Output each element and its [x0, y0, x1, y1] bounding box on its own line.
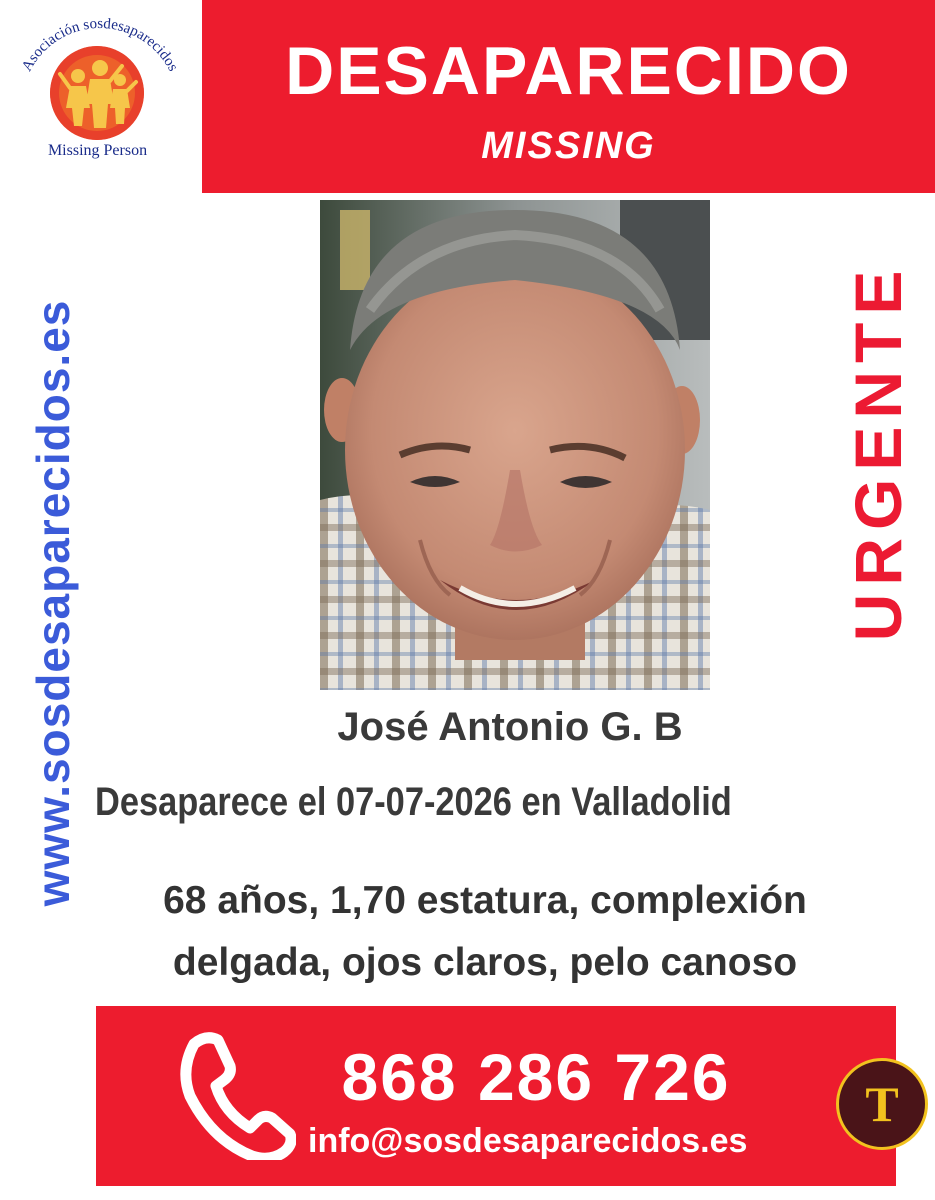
- header-banner: [202, 0, 935, 193]
- svg-text:Asociación sosdesaparecidos: Asociación sosdesaparecidos: [19, 15, 181, 75]
- physical-description: [60, 870, 910, 994]
- logo-caption: Missing Person: [47, 142, 148, 159]
- phone-number[interactable]: 868 286 726: [341, 1040, 731, 1114]
- association-logo: [0, 0, 200, 193]
- family-figures-icon: [50, 46, 144, 140]
- contact-box: [96, 1006, 896, 1186]
- badge-letter: T: [865, 1076, 899, 1132]
- urgent-label: URGENTE: [841, 262, 915, 642]
- header-subtitle: MISSING: [481, 125, 656, 167]
- website-vertical-text: www.sosdesaparecidos.es: [27, 299, 79, 907]
- description-line-1: 68 años, 1,70 estatura, complexión: [163, 879, 807, 922]
- header-title: DESAPARECIDO: [285, 33, 852, 109]
- disappearance-info: Desaparece el 07-07-2026 en Valladolid: [95, 780, 732, 824]
- phone-icon: [176, 1030, 296, 1160]
- description-line-2: delgada, ojos claros, pelo canoso: [172, 941, 798, 984]
- channel-badge: [836, 1058, 928, 1150]
- missing-person-photo: [320, 200, 710, 690]
- person-name: José Antonio G. B: [337, 705, 683, 749]
- email-address[interactable]: info@sosdesaparecidos.es: [308, 1122, 748, 1160]
